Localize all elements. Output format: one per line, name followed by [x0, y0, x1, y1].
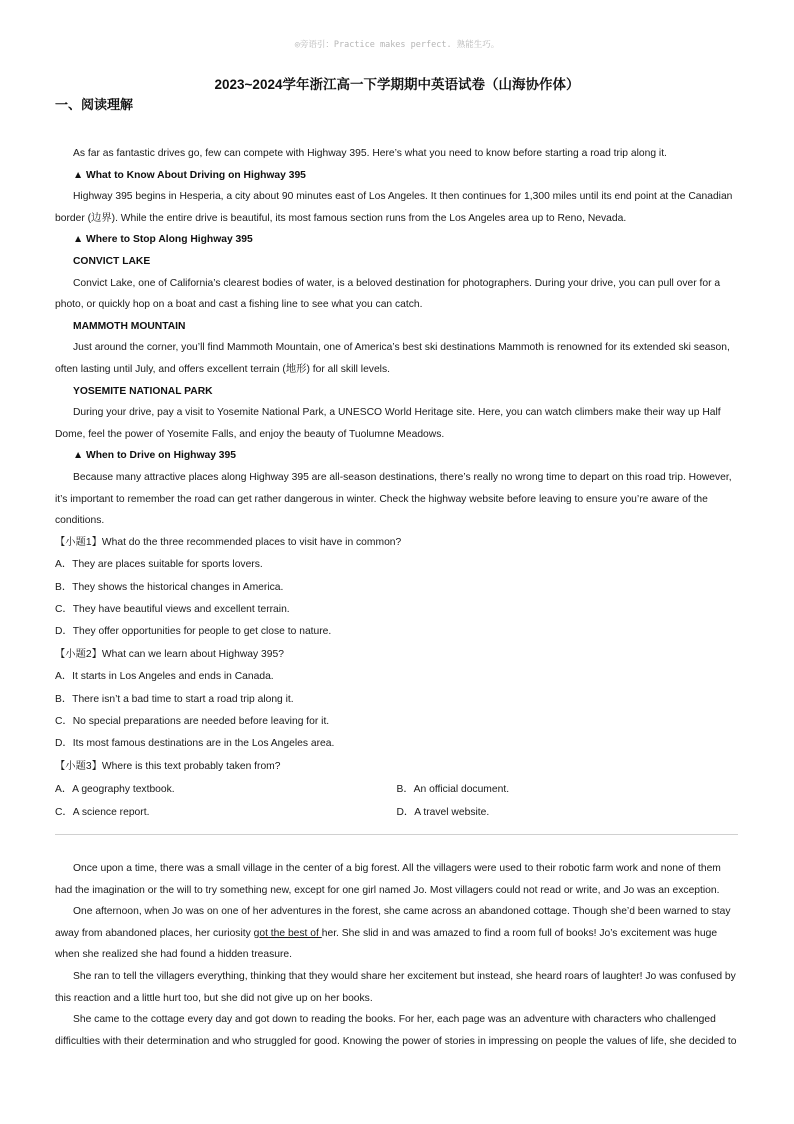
paragraph: She came to the cottage every day and got down to reading the books. For her, each page was an adventure with characters who challenged difficulties with their determination and who struggled for good. Knowing the power of stories in impressing on people the values of life, she decided to	[55, 1014, 737, 1047]
option-c: C．They have beautiful views and excellent terrain.	[55, 603, 290, 615]
paragraph: Just around the corner, you’ll find Mammoth Mountain, one of America’s best ski destinations Mammoth is renowned for its extended ski season, often lasting until July, and offers excellent terrain (地形) for all skill levels.	[55, 342, 730, 375]
place-name: MAMMOTH MOUNTAIN	[73, 320, 186, 332]
option-b: B．They shows the historical changes in America.	[55, 581, 284, 593]
header-motto: ◎旁语引：Practice makes perfect. 熟能生巧。	[294, 40, 500, 50]
place-name: CONVICT LAKE	[73, 255, 151, 267]
question-stem: 【小题1】What do the three recommended places to visit have in common?	[55, 536, 402, 548]
section-heading: 一、阅读理解	[55, 98, 134, 113]
paragraph: Convict Lake, one of California’s clearest bodies of water, is a beloved destination for photographers. During your drive, you can pull over for a photo, or quickly hop on a boat and cast a fishing line to see what you can catch.	[55, 277, 721, 311]
option-a: A．They are places suitable for sports lovers.	[55, 559, 263, 571]
question-stem: 【小题2】What can we learn about Highway 395?	[55, 648, 284, 660]
page-title: 2023~2024学年浙江高一下学期期中英语试卷（山海协作体）	[214, 77, 580, 92]
paragraph: She ran to tell the villagers everything, thinking that they would share her excitement but instead, she heard roars of laughter! Jo was confused by this reaction and a little hurt too, but she did not give up on her books.	[55, 970, 736, 1004]
subheading: ▲ Where to Stop Along Highway 395	[73, 234, 253, 246]
question-1	[55, 532, 738, 644]
passage-1	[55, 143, 738, 835]
option-b: B．An official document.	[396, 784, 510, 796]
question-3	[55, 756, 738, 825]
option-c: C．A science report.	[55, 807, 150, 819]
text-run: her. She slid in and was amazed to find a room full of books! Jo’s excitement was huge when she realized she had found a hidden treasure.	[55, 927, 718, 961]
paragraph: Once upon a time, there was a small village in the center of a big forest. All the villagers were used to their robotic farm work and none of them had the imagination or the will to try something new, except for one girl named Jo. Most villagers could not read or write, and Jo was an exception.	[55, 863, 721, 896]
question-2	[55, 644, 738, 756]
option-d: D．A travel website.	[396, 807, 490, 819]
paragraph: Because many attractive places along Highway 395 are all-season destinations, there’s really no wrong time to depart on this road trip. However, it’s important to remember the road can get rather dangerous in winter. Check the highway website before leaving to ensure you’re aware of the conditions.	[55, 471, 732, 527]
subheading: ▲ What to Know About Driving on Highway 395	[73, 169, 306, 181]
paragraph: Highway 395 begins in Hesperia, a city about 90 minutes east of Los Angeles. It then continues for 1,300 miles until its end point at the Canadian border (边界). While the entire drive is beautiful, its most famous section runs from the Los Angeles area up to Reno, Nevada.	[55, 191, 733, 224]
options-row	[55, 778, 738, 801]
passage-intro: As far as fantastic drives go, few can compete with Highway 395. Here’s what you need to know before starting a road trip along it.	[73, 148, 667, 159]
option-d: D．They offer opportunities for people to get close to nature.	[55, 626, 332, 638]
text-run: One afternoon, when Jo was on one of her adventures in the forest, she came across an abandoned cottage. Though she’d been warned to stay away from abandoned places, her curiosity	[55, 906, 731, 939]
question-stem: 【小题3】Where is this text probably taken from?	[55, 760, 281, 772]
option-d: D．Its most famous destinations are in the Los Angeles area.	[55, 738, 335, 750]
section-divider	[55, 834, 738, 835]
paragraph: During your drive, pay a visit to Yosemite National Park, a UNESCO World Heritage site. Here, you can watch climbers make their way up Half Dome, feel the power of Yosemite Falls, and enjoy the beauty of Tuolumne Meadows.	[55, 407, 721, 440]
place-name: YOSEMITE NATIONAL PARK	[73, 385, 213, 397]
subheading: ▲ When to Drive on Highway 395	[73, 450, 236, 462]
option-c: C．No special preparations are needed before leaving for it.	[55, 715, 330, 727]
options-row	[55, 801, 738, 824]
paragraph	[55, 901, 738, 966]
option-b: B．There isn’t a bad time to start a road trip along it.	[55, 693, 294, 705]
underlined-phrase: got the best of	[253, 927, 322, 939]
option-a: A．It starts in Los Angeles and ends in Canada.	[55, 671, 274, 683]
option-a: A．A geography textbook.	[55, 784, 175, 796]
passage-2	[55, 858, 738, 1052]
